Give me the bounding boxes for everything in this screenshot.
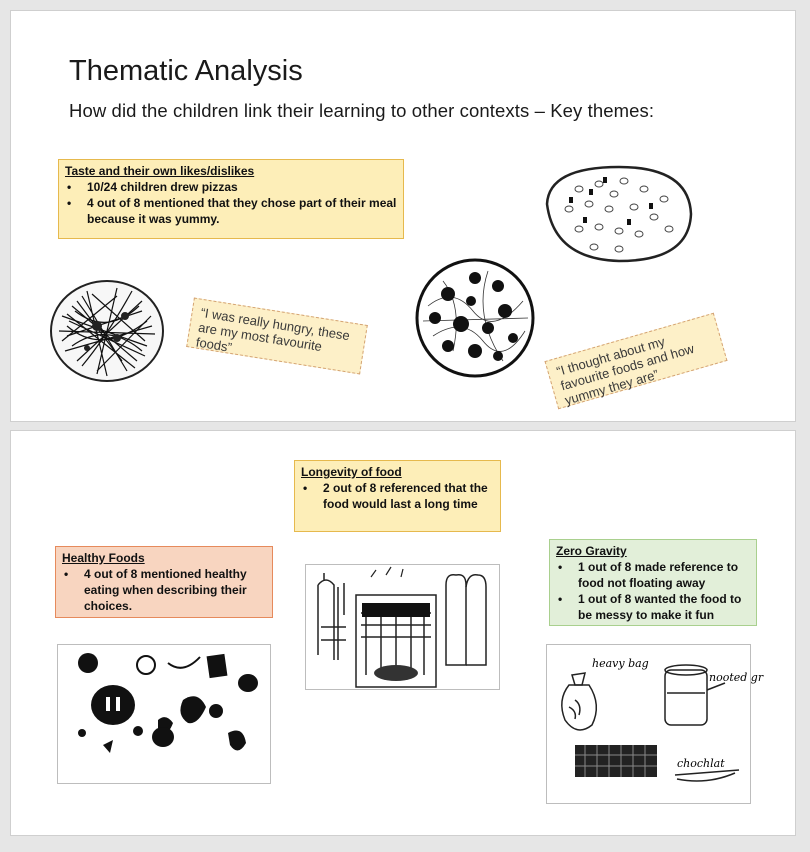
theme-box-taste (58, 159, 404, 239)
drawing-label-cup: nooted gr (709, 671, 764, 684)
theme-bullet: • 4 out of 8 mentioned healthy eating when describing their choices. (62, 566, 266, 614)
healthy-food-drawing (58, 645, 270, 783)
quote-favourite: “I thought about my favourite foods and how yummy they are” (545, 313, 728, 410)
theme-bullet: • 4 out of 8 mentioned that they chose part of their meal because it was yummy. (65, 195, 397, 227)
slide-title: Thematic Analysis (69, 55, 303, 87)
theme-heading: Healthy Foods (62, 551, 145, 565)
theme-bullet: • 10/24 children drew pizzas (65, 179, 397, 195)
theme-box-healthy (55, 546, 273, 618)
theme-bullet: • 1 out of 8 made reference to food not floating away (556, 559, 750, 591)
fridge-food-drawing (306, 565, 499, 689)
theme-heading: Taste and their own likes/dislikes (65, 164, 255, 178)
theme-heading: Longevity of food (301, 465, 402, 479)
healthy-drawing-frame (57, 644, 271, 784)
longevity-drawing-frame (305, 564, 500, 690)
quote-hungry: “I was really hungry, these are my most favourite foods” (186, 298, 368, 375)
drawing-label-choc: chochlat (677, 757, 725, 770)
theme-box-longevity (294, 460, 501, 532)
slide-subtitle: How did the children link their learning to other contexts – Key themes: (69, 100, 655, 121)
theme-bullet: • 2 out of 8 referenced that the food would last a long time (301, 480, 494, 512)
space-food-drawing (547, 645, 764, 803)
theme-bullet: • 1 out of 8 wanted the food to be messy to make it fun (556, 591, 750, 623)
drawing-label-bag: heavy bag (592, 657, 649, 670)
spotted-pizza-drawing (539, 159, 699, 269)
slide-themes-continued (10, 430, 796, 836)
theme-heading: Zero Gravity (556, 544, 627, 558)
pepperoni-pizza-drawing (413, 256, 538, 381)
scribbled-pizza-drawing (47, 276, 167, 386)
theme-box-zero-gravity (549, 539, 757, 626)
zero-gravity-drawing-frame (546, 644, 764, 804)
slide-thematic-analysis (10, 10, 796, 422)
